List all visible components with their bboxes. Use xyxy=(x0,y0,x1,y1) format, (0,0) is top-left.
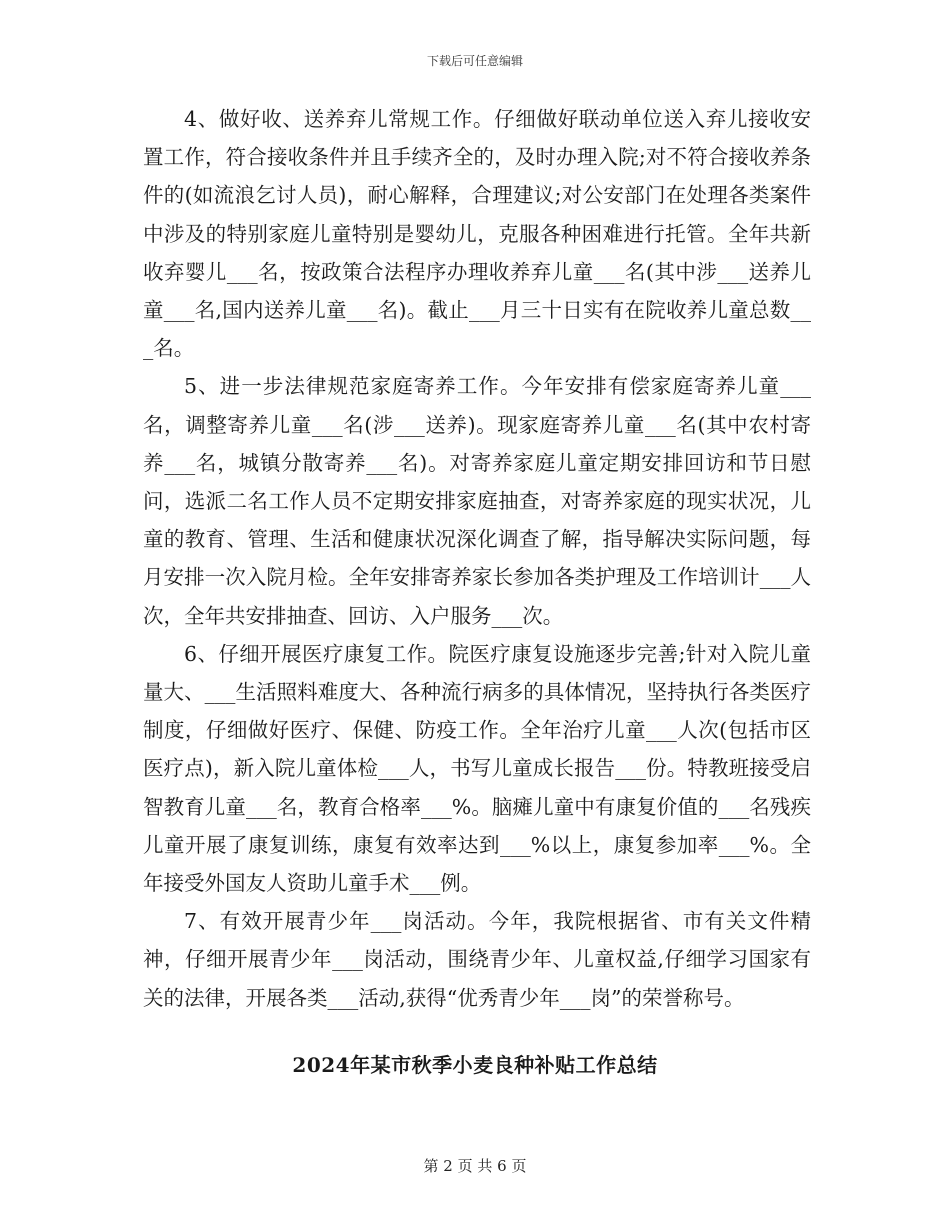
paragraph-item-7: 7、有效开展青少年___岗活动。今年，我院根据省、市有关文件精神，仔细开展青少年___岗活动，围绕青少年、儿童权益,仔细学习国家有关的法律，开展各类___活动,获得“优秀青少年___岗”的荣誉称号。 xyxy=(143,909,811,1010)
page-number-footer: 第 2 页 共 6 页 xyxy=(423,1157,527,1175)
page-header-note: 下载后可任意编辑 xyxy=(426,54,523,68)
section-title: 2024年某市秋季小麦良种补贴工作总结 xyxy=(292,1053,658,1077)
paragraph-item-4: 4、做好收、送养弃儿常规工作。仔细做好联动单位送入弃儿接收安置工作，符合接收条件并且手续齐全的，及时办理入院;对不符合接收养条件的(如流浪乞讨人员)，耐心解释，合理建议;对公安部门在处理各类案件中涉及的特别家庭儿童特别是婴幼儿，克服各种困难进行托管。全年共新收弃婴儿___名，按政策合法程序办理收养弃儿童___名(其中涉___送养儿童___名,国内送养儿童___名)。截止___月三十日实有在院收养儿童总数___名。 xyxy=(143,107,811,361)
document-body xyxy=(143,100,811,1017)
paragraph-item-6: 6、仔细开展医疗康复工作。院医疗康复设施逐步完善;针对入院儿童量大、___生活照料难度大、各种流行病多的具体情况，坚持执行各类医疗制度，仔细做好医疗、保健、防疫工作。全年治疗儿童___人次(包括市区医疗点)，新入院儿童体检___人，书写儿童成长报告___份。特教班接受启智教育儿童___名，教育合格率___%。脑瘫儿童中有康复价值的___名残疾儿童开展了康复训练，康复有效率达到___%以上，康复参加率___%。全年接受外国友人资助儿童手术___例。 xyxy=(143,641,811,896)
paragraph-item-5: 5、进一步法律规范家庭寄养工作。今年安排有偿家庭寄养儿童___名，调整寄养儿童___名(涉___送养)。现家庭寄养儿童___名(其中农村寄养___名，城镇分散寄养___名)。对寄养家庭儿童定期安排回访和节日慰问，选派二名工作人员不定期安排家庭抽查，对寄养家庭的现实状况，儿童的教育、管理、生活和健康状况深化调查了解，指导解决实际问题，每月安排一次入院月检。全年安排寄养家长参加各类护理及工作培训计___人次，全年共安排抽查、回访、入户服务___次。 xyxy=(143,374,811,628)
